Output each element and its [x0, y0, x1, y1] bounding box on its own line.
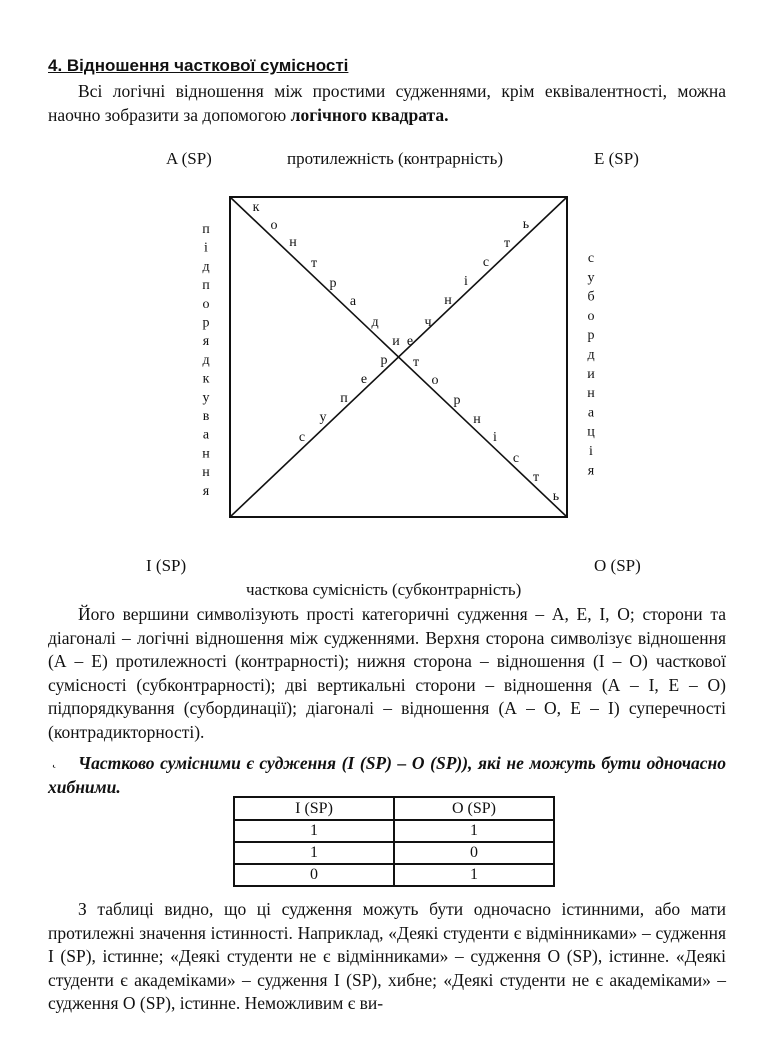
table-row [234, 842, 554, 864]
bottom-side-label: часткова сумісність (субконтрарність) [246, 580, 522, 599]
diagonal-letter: т [503, 236, 511, 251]
corner-o-label: O (SP) [594, 556, 641, 575]
left-side-letter: к [202, 371, 210, 387]
column-header-i: I (SP) [234, 797, 394, 820]
diagonal-letter: т [412, 355, 420, 370]
diagonal-letter: н [289, 235, 297, 250]
left-side-letter: д [202, 352, 210, 368]
intro-text: Всі логічні відношення між простими судженнями, крім еквівалентності, можна наочно зобразити за допомогою [48, 81, 726, 125]
right-side-letter: я [587, 463, 595, 479]
diagonal-letter: д [371, 315, 379, 330]
right-side-letter: с [587, 251, 595, 266]
right-side-letter: р [587, 328, 595, 344]
left-side-letter: о [202, 296, 210, 312]
description-paragraph: Його вершини символізують прості категоричні судження – А, Е, І, О; сторони та діагоналі – логічні відношення між судженнями. Верхня сторона символізує відношення (А – Е) протилежності (контрарності); нижня сторона – відношення (І – О) часткової сумісності (субконтрарності); дві вертикальні сторони – відношення (А – І, Е – О) підпорядкування (субординації); діагоналі – відношення (А – О, Е – І) суперечності (контрадикторності). [48, 604, 726, 742]
top-side-label: протилежність (контрарність) [287, 149, 504, 168]
diagonal-letter: н [444, 293, 452, 308]
left-side-letter: р [202, 315, 210, 331]
table-header-row [234, 797, 554, 820]
diagonal-letter: п [340, 391, 348, 406]
diagonal-letter: р [453, 393, 461, 408]
right-side-letter: о [587, 308, 595, 324]
right-side-letter: у [587, 270, 595, 286]
rule-statement: Частково сумісними є судження (І (SP) – О (SP)), які не можуть бути одночасно хибними. [48, 753, 726, 797]
left-side-letter: а [202, 427, 210, 443]
right-side-letter: и [587, 366, 595, 382]
diagonal-letter: о [270, 218, 278, 233]
table-cell: 1 [394, 820, 554, 842]
left-side-letter: н [202, 465, 210, 481]
table-cell: 0 [394, 842, 554, 864]
diagonal-letter: е [406, 334, 414, 349]
diagonal-letter: і [493, 430, 497, 445]
table-cell: 1 [234, 842, 394, 864]
diagonal-letter: т [532, 470, 540, 485]
conclusion-paragraph: З таблиці видно, що ці судження можуть бути одночасно істинними, або мати протилежні значення істинності. Наприклад, «Деякі студенти є відмінниками» – судження І (SP), істинне; «Деякі студенти не є відмінниками» – судження О (SP), істинне. «Деякі студенти є академіками» – судження І (SP), хибне; «Деякі студенти не є академіками» – судження О (SP), істинне. Неможливим є ви- [48, 899, 726, 1013]
diagonal-letter: т [310, 256, 318, 271]
left-side-letter: і [204, 240, 208, 256]
diagonal-letter: и [392, 334, 400, 349]
left-side-letter: в [202, 409, 210, 424]
table-cell: 1 [394, 864, 554, 886]
table-row [234, 820, 554, 842]
margin-mark: ˛ [52, 754, 57, 769]
diagonal-letter: к [252, 200, 260, 215]
diagonal-letter: у [319, 410, 327, 425]
diagonal-letter: с [482, 255, 490, 270]
left-side-letter: н [202, 446, 210, 462]
left-side-letter: я [202, 334, 210, 350]
diagonal-letter: ь [522, 217, 530, 232]
truth-table [233, 796, 555, 887]
left-side-letter: п [202, 278, 210, 294]
diagonal-letter: і [464, 274, 468, 289]
diagonal-letter: р [380, 353, 388, 368]
diagonal-letter: ь [552, 489, 560, 504]
left-side-letter: у [202, 390, 210, 406]
right-side-letter: д [587, 347, 595, 363]
intro-bold-term: логічного квадрата [290, 104, 445, 125]
diagonal-letter: р [329, 276, 337, 291]
table-cell: 1 [234, 820, 394, 842]
corner-e-label: E (SP) [594, 149, 639, 168]
diagonal-letter: н [473, 412, 481, 427]
diagonal-letter: а [349, 294, 357, 309]
table-row [234, 864, 554, 886]
diagonal-letter: с [298, 430, 306, 445]
right-side-letter: н [587, 386, 595, 402]
right-side-letter: і [589, 444, 593, 459]
corner-a-label: A (SP) [166, 149, 212, 168]
left-side-letter: д [202, 259, 210, 275]
left-side-letter: п [202, 222, 210, 237]
diagonal-letter: е [360, 372, 368, 387]
diagonal-letter: о [431, 373, 439, 388]
diagonal-letter: ч [424, 315, 432, 330]
right-side-letter: ц [587, 424, 595, 440]
diagonal-letter: с [512, 451, 520, 466]
intro-end: . [444, 104, 449, 125]
section-heading: 4. Відношення часткової сумісності [48, 56, 349, 75]
left-side-letter: я [202, 483, 210, 499]
right-side-letter: а [587, 405, 595, 421]
right-side-letter: б [587, 289, 595, 305]
column-header-o: O (SP) [394, 797, 554, 820]
corner-i-label: I (SP) [146, 556, 187, 575]
table-cell: 0 [234, 864, 394, 886]
